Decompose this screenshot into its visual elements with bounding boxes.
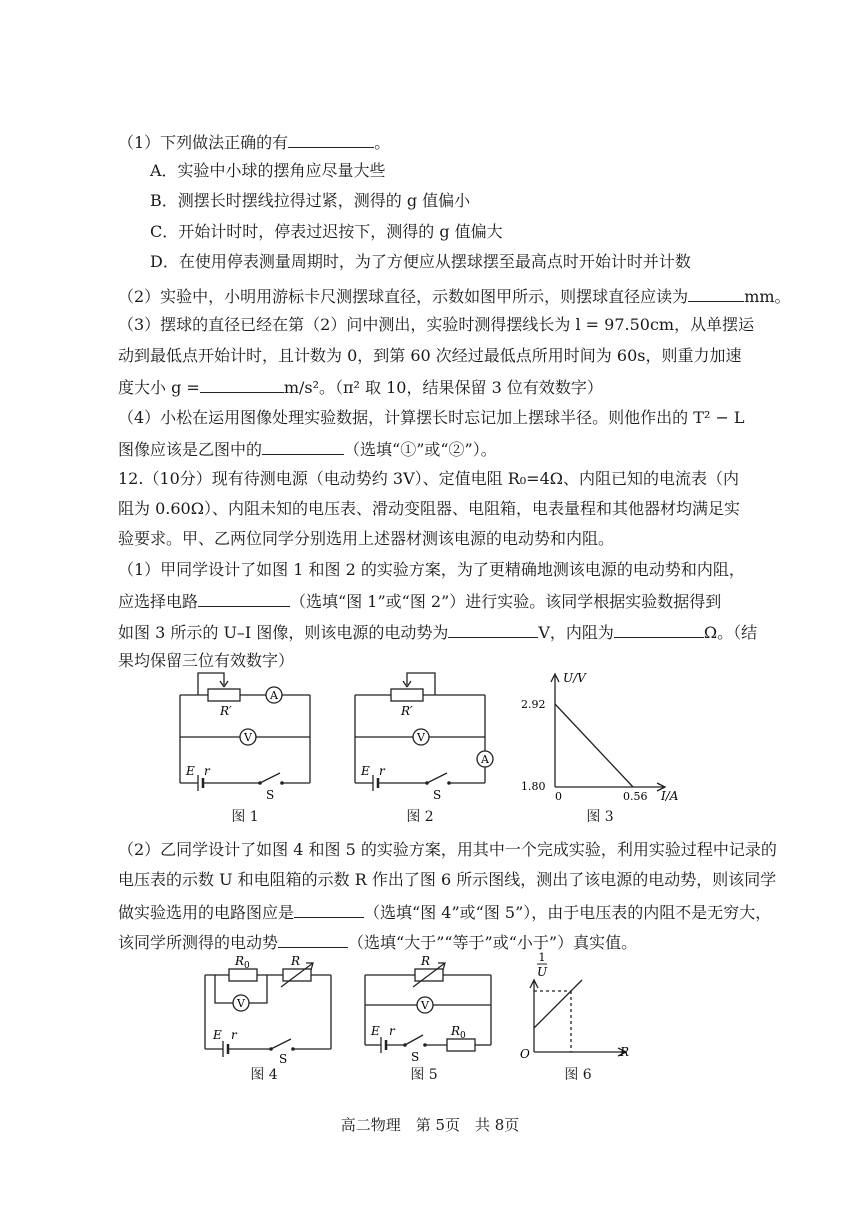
q12-sub1-line2: 应选择电路 （选填“图 1”或“图 2”）进行实验。该同学根据实验数据得到	[118, 589, 721, 613]
answer-blank	[294, 900, 364, 918]
rheostat-label: R′	[401, 704, 413, 718]
internal-resistance-label: r	[389, 1024, 395, 1038]
figure-1-caption: 图 1	[231, 809, 259, 825]
emf-label: E	[186, 764, 195, 778]
q12-sub2-line3: 做实验选用的电路图应是 （选填“图 4”或“图 5”），由于电压表的内阻不是无穷大，	[118, 900, 771, 924]
q12-sub2-line4: 该同学所测得的电动势 （选填“大于”“等于”或“小于”）真实值。	[118, 930, 637, 954]
q12-sub1-line4: 果均保留三位有效数字）	[118, 651, 295, 670]
fixed-resistor-label: $R_0$	[235, 955, 250, 971]
q11-part4-line2: 图像应该是乙图中的 （选填“①”或“②”）。	[118, 437, 497, 461]
emf-label: E	[371, 1024, 380, 1038]
q11-part2: （2）实验中，小明用游标卡尺测摆球直径，示数如图甲所示，则摆球直径应读为 mm。	[118, 284, 791, 308]
q11-option-a: A．实验中小球的摆角应尽量大些	[150, 161, 386, 180]
emf-label: E	[361, 764, 370, 778]
q12-sub1-line1: （1）甲同学设计了如图 1 和图 2 的实验方案，为了更精确地测该电源的电动势和内阻，	[118, 560, 745, 579]
answer-blank	[262, 437, 344, 455]
q12-line1: 12.（10分）现有待测电源（电动势约 3V）、定值电阻 R₀=4Ω、内阻已知的电流表（内	[118, 469, 740, 488]
q11-option-b: B．测摆长时摆线拉得过紧，测得的 g 值偏小	[150, 191, 471, 210]
q12-line2: 阻为 0.60Ω）、内阻未知的电压表、滑动变阻器、电阻箱，电表量程和其他器材均满足实	[118, 499, 740, 518]
resistance-box-label: R	[291, 955, 301, 968]
ammeter-label: A	[270, 689, 278, 702]
origin-label: 0	[555, 790, 562, 802]
resistance-box-label: R	[421, 955, 431, 968]
y-axis-label: U/V	[563, 671, 586, 685]
ammeter-label: A	[481, 753, 489, 766]
x-axis-label: I/A	[661, 789, 679, 802]
answer-blank	[614, 620, 704, 638]
fixed-resistor-label: $R_0$	[451, 1024, 466, 1041]
circuit-figure-2	[345, 665, 495, 805]
voltmeter-label: V	[417, 731, 425, 744]
figure-6-caption: 图 6	[564, 1067, 592, 1083]
q12-sub2-line2: 电压表的示数 U 和电阻箱的示数 R 作出了图 6 所示图线，测出了该电源的电动势，则该同学	[118, 870, 777, 889]
q11-option-c: C．开始计时时，停表过迟按下，测得的 g 值偏大	[150, 222, 503, 241]
q12-line3: 验要求。甲、乙两位同学分别选用上述器材测该电源的电动势和内阻。	[118, 529, 615, 548]
voltmeter-label: V	[244, 731, 252, 744]
q11-part1: （1）下列做法正确的有 。	[118, 130, 390, 154]
switch-label: S	[266, 788, 275, 802]
answer-blank	[688, 284, 744, 302]
q11-option-d: D．在使用停表测量周期时，为了方便应从摆球摆至最高点时开始计时并计数	[150, 252, 691, 271]
figure-6-graph	[512, 950, 642, 1062]
answer-blank	[288, 130, 374, 148]
y-axis-denominator: U	[536, 965, 548, 979]
switch-label: S	[433, 788, 442, 802]
q11-part3-line1: （3）摆球的直径已经在第（2）问中测出，实验时测得摆线长为 l = 97.50cm，从单摆运	[118, 315, 755, 334]
circuit-figure-5	[355, 955, 505, 1065]
switch-label: S	[411, 1050, 420, 1064]
voltmeter-label: V	[237, 997, 245, 1010]
figure-5-caption: 图 5	[410, 1067, 438, 1083]
x-axis-label: R	[620, 1045, 630, 1059]
answer-blank	[200, 375, 284, 393]
x-tick-end: 0.56	[623, 790, 648, 802]
q11-part3-line2: 动到最低点开始计时，且计数为 0，到第 60 次经过最低点所用时间为 60s，则重力加速	[118, 346, 742, 365]
figure-3-caption: 图 3	[586, 809, 614, 825]
q12-sub2-line1: （2）乙同学设计了如图 4 和图 5 的实验方案，用其中一个完成实验，利用实验过程中记录的	[118, 840, 777, 859]
figure-4-caption: 图 4	[250, 1067, 278, 1083]
y-tick-bottom: 1.80	[521, 780, 546, 793]
q11-part3-line3: 度大小 g = m/s²。（π² 取 10，结果保留 3 位有效数字）	[118, 375, 603, 399]
figure-3-ui-graph	[515, 662, 685, 802]
internal-resistance-label: r	[379, 764, 385, 778]
answer-blank	[198, 589, 290, 607]
switch-label: S	[279, 1052, 288, 1065]
y-tick-top: 2.92	[521, 698, 546, 711]
figure-2-caption: 图 2	[406, 809, 434, 825]
emf-label: E	[213, 1028, 222, 1042]
internal-resistance-label: r	[231, 1028, 237, 1042]
q12-sub1-line3: 如图 3 所示的 U–I 图像，则该电源的电动势为 V，内阻为 Ω。（结	[118, 620, 757, 644]
rheostat-label: R′	[220, 704, 232, 718]
y-axis-numerator: 1	[538, 951, 546, 964]
answer-blank	[448, 620, 538, 638]
circuit-figure-4	[195, 955, 345, 1065]
page-footer: 高二物理 第 5页 共 8页	[340, 1116, 520, 1134]
internal-resistance-label: r	[204, 764, 210, 778]
origin-label: O	[520, 1047, 530, 1061]
circuit-figure-1	[170, 665, 320, 805]
q11-part4-line1: （4）小松在运用图像处理实验数据，计算摆长时忘记加上摆球半径。则他作出的 T² − L	[118, 408, 745, 427]
voltmeter-label: V	[421, 999, 429, 1012]
answer-blank	[278, 930, 348, 948]
